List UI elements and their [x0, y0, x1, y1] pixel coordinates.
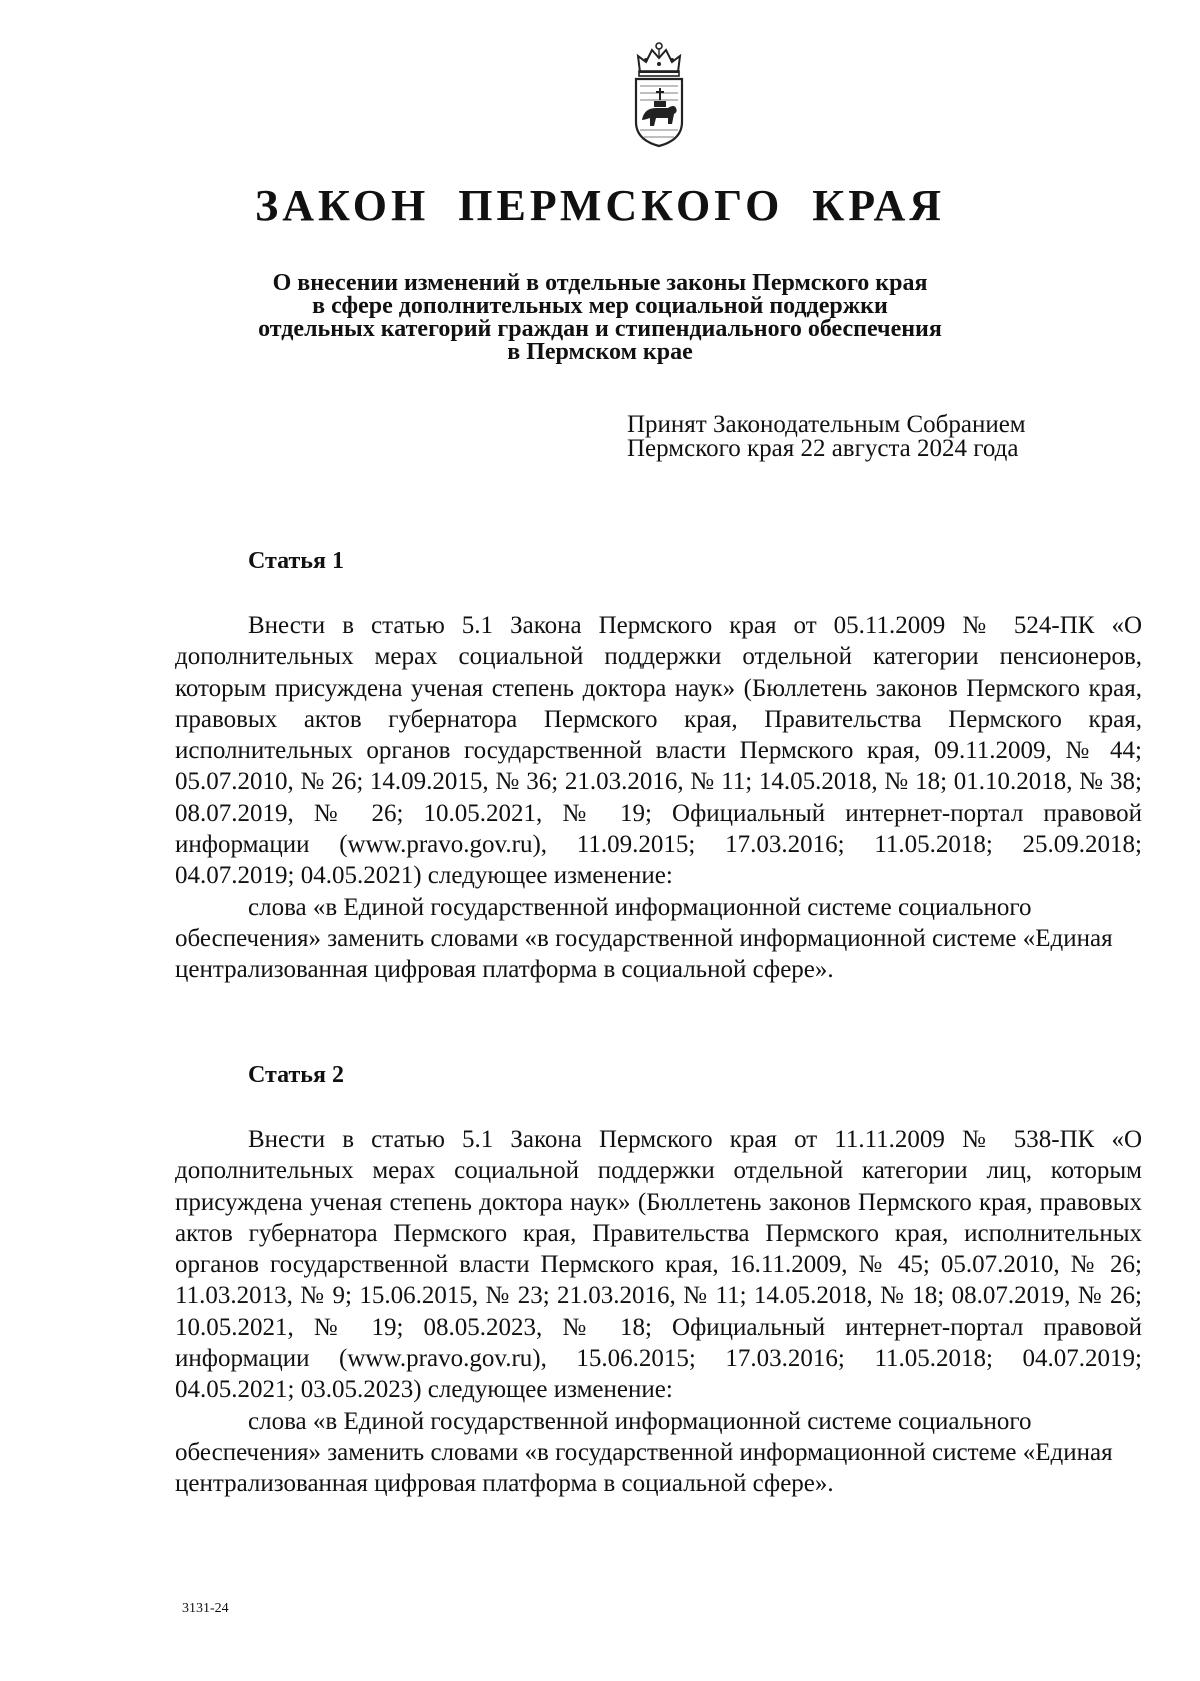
law-subtitle	[200, 272, 1000, 364]
subtitle-line: О внесении изменений в отдельные законы Пермского края	[272, 270, 928, 296]
article-1-change-rest: обеспечения» заменить словами «в государственной информационной системе «Единая централизованная цифровая платформа в социальной сфере».	[175, 924, 1113, 984]
law-title: ЗАКОН ПЕРМСКОГО КРАЯ	[254, 181, 946, 230]
article-1-body	[175, 610, 1142, 986]
article-1-change	[175, 892, 1142, 986]
adoption-line: Пермского края 22 августа 2024 года	[627, 435, 1019, 462]
article-2-change	[175, 1406, 1142, 1500]
subtitle-line: отдельных категорий граждан и стипендиального обеспечения	[258, 316, 942, 342]
article-1-heading: Статья 1	[248, 548, 344, 574]
subtitle-line: в Пермском крае	[507, 339, 693, 365]
adoption-line: Принят Законодательным Собранием	[627, 411, 1026, 438]
document-code: 3131-24	[182, 1601, 229, 1616]
subtitle-line: в сфере дополнительных мер социальной поддержки	[312, 293, 888, 319]
article-2-intro: Внести в статью 5.1 Закона Пермского края от 11.11.2009 № 538-ПК «О дополнительных мерах социальной поддержки отдельной категории лиц, которым присуждена ученая степень доктора наук» (Бюллетень законов Пермского края, правовых актов губернатора Пермского края, Правительства Пермского края, исполнительных органов государственной власти Пермского края, 16.11.2009, № 45; 05.07.2010, № 26; 11.03.2013, № 9; 15.06.2015, № 23; 21.03.2016, № 11; 14.05.2018, № 18; 08.07.2019, № 26; 10.05.2021, № 19; 08.05.2023, № 18; Официальный интернет-портал правовой информации (www.pravo.gov.ru), 15.06.2015; 17.03.2016; 11.05.2018; 04.07.2019; 04.05.2021; 03.05.2023) следующее изменение:	[175, 1126, 1142, 1404]
adoption-note	[627, 413, 1087, 461]
article-1-intro: Внести в статью 5.1 Закона Пермского края от 05.11.2009 № 524-ПК «О дополнительных мерах социальной поддержки отдельной категории пенсионеров, которым присуждена ученая степень доктора наук» (Бюллетень законов Пермского края, правовых актов губернатора Пермского края, Правительства Пермского края, исполнительных органов государственной власти Пермского края, 09.11.2009, № 44; 05.07.2010, № 26; 14.09.2015, № 36; 21.03.2016, № 11; 14.05.2018, № 18; 01.10.2018, № 38; 08.07.2019, № 26; 10.05.2021, № 19; Официальный интернет-портал правовой информации (www.pravo.gov.ru), 11.09.2015; 17.03.2016; 11.05.2018; 25.09.2018; 04.07.2019; 04.05.2021) следующее изменение:	[175, 612, 1142, 890]
article-2-change-first-line: слова «в Единой государственной информационной системе социального	[248, 1407, 1032, 1435]
article-2-body	[175, 1124, 1142, 1500]
article-2-change-rest: обеспечения» заменить словами «в государственной информационной системе «Единая централизованная цифровая платформа в социальной сфере».	[175, 1438, 1113, 1498]
article-2-heading: Статья 2	[248, 1062, 344, 1088]
coat-of-arms-emblem	[626, 38, 692, 150]
article-1-change-first-line: слова «в Единой государственной информационной системе социального	[248, 893, 1032, 921]
